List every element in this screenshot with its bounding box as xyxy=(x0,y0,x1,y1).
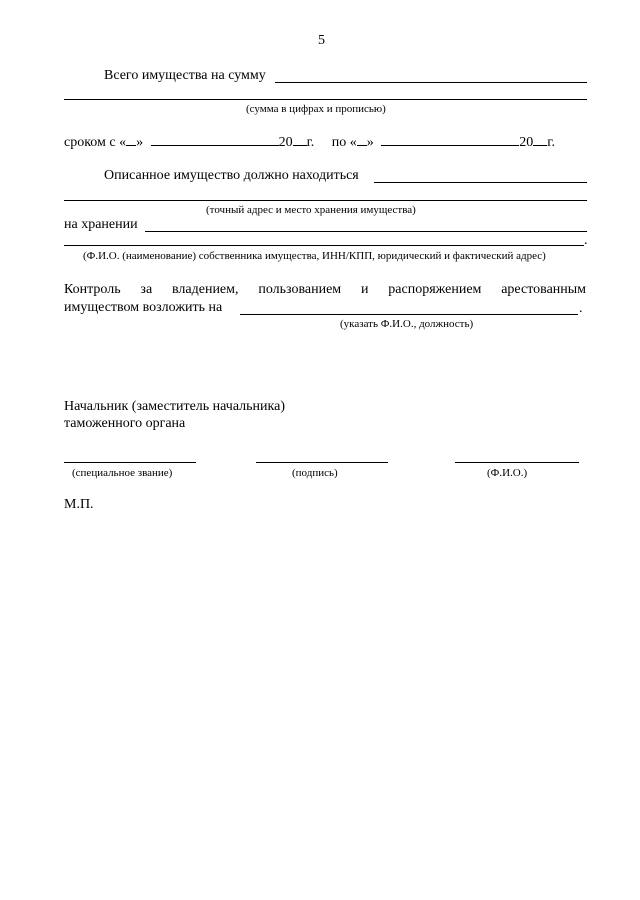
control-word: и xyxy=(360,282,369,297)
control-end-mark: . xyxy=(579,301,583,316)
term-to-month-line xyxy=(381,133,519,146)
total-caption: (сумма в цифрах и прописью) xyxy=(246,103,386,115)
term-to-day-line xyxy=(357,133,367,146)
control-word: распоряжением xyxy=(388,282,482,297)
storage-caption: (Ф.И.О. (наименование) собственника имущества, ИНН/КПП, юридический и фактический адрес) xyxy=(83,250,546,262)
term-to-year-line xyxy=(533,133,547,146)
stamp-label: М.П. xyxy=(64,497,94,512)
control-word: владением, xyxy=(171,282,239,297)
rank-line xyxy=(64,462,196,463)
location-caption: (точный адрес и место хранения имущества) xyxy=(206,204,416,216)
storage-line-2 xyxy=(64,245,584,246)
control-word: за xyxy=(140,282,153,297)
storage-end-mark: . xyxy=(584,233,588,248)
control-word: пользованием xyxy=(258,282,342,297)
term-from-year-prefix: 20 xyxy=(278,135,293,150)
location-line-2 xyxy=(64,200,587,201)
storage-line xyxy=(145,231,587,232)
chief-title-line-1: Начальник (заместитель начальника) xyxy=(64,399,285,414)
total-label: Всего имущества на сумму xyxy=(104,68,266,83)
term-from-quote: » xyxy=(136,135,144,150)
term-to-label: по « xyxy=(331,135,357,150)
control-word: арестованным xyxy=(501,282,587,297)
term-from-year-suffix: г. xyxy=(306,135,315,150)
control-line-1 xyxy=(64,282,586,298)
term-from-month-line xyxy=(151,133,279,146)
location-label: Описанное имущество должно находиться xyxy=(104,168,359,183)
term-to-year-suffix: г. xyxy=(547,135,555,150)
control-caption: (указать Ф.И.О., должность) xyxy=(340,318,474,330)
control-line-2-label: имуществом возложить на xyxy=(64,300,223,315)
control-word: Контроль xyxy=(64,282,121,297)
term-from-day-line xyxy=(126,133,136,146)
storage-label: на хранении xyxy=(64,217,138,232)
total-amount-line xyxy=(275,82,587,83)
signature-caption: (подпись) xyxy=(292,467,338,479)
chief-title-line-2: таможенного органа xyxy=(64,416,186,431)
control-line xyxy=(240,314,578,315)
location-line xyxy=(374,182,587,183)
term-row xyxy=(64,133,555,151)
rank-caption: (специальное звание) xyxy=(72,467,173,479)
signature-line xyxy=(256,462,388,463)
name-caption: (Ф.И.О.) xyxy=(487,467,528,479)
term-to-quote: » xyxy=(366,135,374,150)
total-amount-line-2 xyxy=(64,99,587,100)
term-to-year-prefix: 20 xyxy=(519,135,534,150)
term-from-label: сроком с « xyxy=(64,135,127,150)
name-line xyxy=(455,462,579,463)
term-from-year-line xyxy=(293,133,307,146)
page-number: 5 xyxy=(318,33,325,48)
